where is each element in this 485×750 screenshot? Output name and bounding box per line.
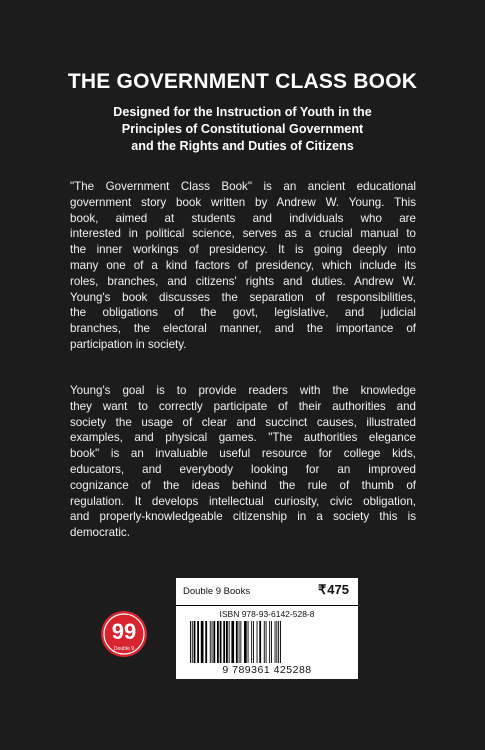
text-line: society the usage of clear and succinct causes, illustrated	[70, 415, 416, 429]
subtitle-line: and the Rights and Duties of Citizens	[131, 139, 354, 153]
subtitle-line: Designed for the Instruction of Youth in the	[113, 105, 372, 119]
description-paragraph-2	[70, 383, 416, 541]
ean-number: 9 789361 425288	[222, 664, 312, 676]
text-line: cognizance of the ideas behind the rule of thumb of	[70, 478, 416, 492]
barcode-bar	[229, 621, 230, 663]
text-line: participation in society.	[70, 337, 187, 351]
barcode-bar	[278, 621, 279, 663]
barcode-bar	[259, 621, 261, 663]
barcode-bar	[264, 621, 265, 663]
barcode-bar	[192, 621, 193, 663]
barcode-bar	[217, 621, 219, 663]
barcode-bar	[226, 621, 228, 663]
text-line: Young's goal is to provide readers with the knowledge	[70, 384, 416, 397]
barcode-bar	[223, 621, 225, 663]
barcode-bar	[231, 621, 234, 663]
barcode-bar	[213, 621, 215, 663]
text-line: the obligations of the govt, legislative, and judicial	[70, 306, 416, 320]
barcode-bar	[248, 621, 249, 663]
text-line: "The Government Class Book" is an ancient educational	[70, 180, 416, 193]
text-line: and properly-knowledgeable citizenship in a society this is	[70, 510, 416, 524]
barcode-bar	[240, 621, 241, 663]
svg-text:Double 9: Double 9	[113, 646, 135, 652]
barcode-bar	[220, 621, 222, 663]
text-line: branches, the electoral manner, and the importance of	[70, 322, 416, 336]
barcode-label	[176, 578, 358, 679]
barcode-header	[176, 578, 358, 606]
barcode-bar	[276, 621, 277, 663]
publisher-name: Double 9 Books	[183, 586, 251, 597]
barcode-bar	[266, 621, 267, 663]
barcode-bar	[280, 621, 281, 663]
svg-text:99: 99	[111, 619, 137, 644]
text-line: book" is an invaluable useful resource for college kids,	[70, 447, 416, 461]
price-value: 475	[327, 582, 349, 597]
price	[318, 582, 349, 598]
barcode-bar	[194, 621, 196, 663]
barcode-bar	[201, 621, 204, 663]
barcode-bar	[251, 621, 252, 663]
book-title: THE GOVERNMENT CLASS BOOK	[67, 70, 418, 93]
text-line: regulation. It develops intellectual curiosity, civic obligation,	[70, 494, 416, 508]
barcode-bar	[197, 621, 199, 663]
text-line: book, aimed at students and individuals who are	[70, 211, 416, 225]
barcode-bar	[212, 621, 213, 663]
barcode-bar	[269, 621, 270, 663]
book-subtitle	[60, 104, 425, 155]
text-line: many one of a kind factors of presidency, which include its	[70, 258, 416, 272]
barcode-bar	[275, 621, 276, 663]
description-paragraph-1	[70, 179, 416, 353]
barcode-bar	[271, 621, 272, 663]
text-line: Young's book discusses the separation of responsibilities,	[70, 290, 416, 304]
text-line: roles, branches, and citizens' rights and duties. Andrew W.	[70, 274, 416, 288]
barcode-bar	[236, 621, 238, 663]
isbn-number: ISBN 978-93-6142-528-8	[219, 609, 315, 619]
text-line: they want to correctly participate of their authorities and	[70, 399, 416, 413]
barcode-bar	[244, 621, 247, 663]
text-line: the inner workings of presidency. It is going deeply into	[70, 243, 416, 257]
subtitle-line: Principles of Constitutional Government	[121, 122, 364, 136]
barcode-bar	[239, 621, 240, 663]
text-line: educators, and everybody looking for an improved	[70, 462, 416, 476]
text-line: government story book written by Andrew W. Young. This	[70, 195, 416, 209]
barcode-bar	[210, 621, 211, 663]
rupee-symbol: ₹	[318, 582, 327, 597]
text-line: democratic.	[70, 526, 130, 540]
barcode-bar	[257, 621, 258, 663]
text-line: interested in political science, serves as a crucial manual to	[70, 227, 416, 241]
barcode-bar	[190, 621, 191, 663]
barcode-bar	[253, 621, 254, 663]
text-line: examples, and physical games. "The authorities elegance	[70, 431, 416, 445]
publisher-logo-icon	[100, 610, 148, 658]
barcode-bar	[205, 621, 207, 663]
barcode-bars	[188, 621, 346, 663]
